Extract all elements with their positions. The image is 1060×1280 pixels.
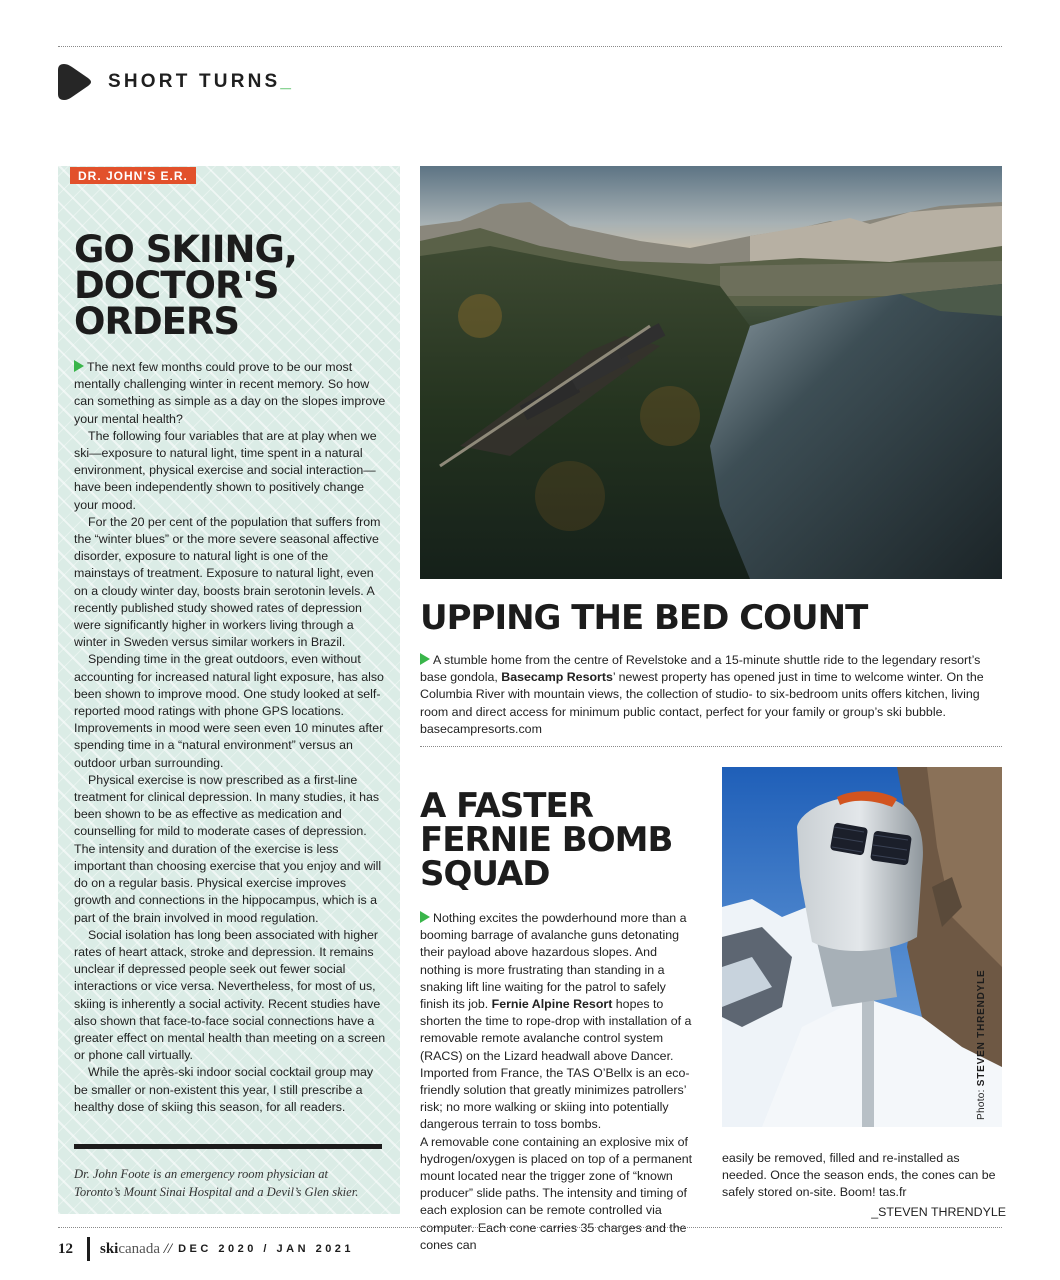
sidebar-article bbox=[58, 166, 400, 1214]
top-divider bbox=[58, 46, 1002, 47]
sidebar-paragraph: The following four variables that are at play when we ski—exposure to natural light, time spent in a natural environment, physical exercise and social interaction—have been independently shown to positively change your mood. bbox=[74, 428, 377, 512]
section-play-icon bbox=[58, 64, 92, 100]
bomb-squad-headline: A FASTER FERNIE BOMB SQUAD bbox=[420, 786, 673, 894]
sidebar-paragraph: While the après-ski indoor social cocktail group may be smaller or non-existent this year, I still prescribe a healthy dose of skiing this season, for all readers. bbox=[74, 1065, 374, 1114]
footer-bar bbox=[87, 1237, 90, 1261]
bed-count-body: A stumble home from the centre of Revelstoke and a 15-minute shuttle ride to the legendary resort’s base gondola, Basecamp Resorts’ newest property has opened just in time to welcome winter. On the Columbia River with mountain views, the collection of studio- to six-bedroom units offers kitchen, living room and direct access for minimum public contact, perfect for your family or group’s ski bubble. basecampresorts.com bbox=[420, 653, 984, 736]
page-footer bbox=[58, 1236, 354, 1262]
sidebar-divider bbox=[74, 1144, 382, 1149]
section-title: SHORT TURNS_ bbox=[108, 71, 295, 92]
bottom-divider bbox=[58, 1227, 1002, 1228]
section-header bbox=[58, 64, 294, 100]
bullet-triangle-icon bbox=[74, 360, 84, 372]
photo-credit: Photo: STEVEN THRENDYLE bbox=[976, 969, 987, 1120]
issue-date: DEC 2020 / JAN 2021 bbox=[178, 1243, 355, 1255]
sidebar-paragraph: For the 20 per cent of the population that suffers from the “winter blues” or the more severe seasonal affective disorder, exposure to natural light is one of the mainstays of treatment. Exposure to natural light, even on a cloudy winter day, boosts brain serotonin levels. A recently published study showed rates of depression were significantly higher in workers living through a winter in Sweden versus similar workers in Brazil. bbox=[74, 514, 381, 650]
sidebar-paragraph: Social isolation has long been associated with higher rates of heart attack, stroke and depression. It remains unclear if depressed people seek out fewer social interactions or vice versa. Nevertheless, for most of us, skiing is inherently a social activity. Recent studies have also shown that face-to-face social connections have a greater effect on mental health than meeting on a screen or phone call virtually. bbox=[74, 927, 386, 1063]
bullet-triangle-icon bbox=[420, 911, 430, 923]
author-bio: Dr. John Foote is an emergency room physician at Toronto’s Mount Sinai Hospital and a Devil’s Glen skier. bbox=[74, 1167, 359, 1199]
sidebar-paragraph: Physical exercise is now prescribed as a first-line treatment for clinical depression. In many studies, it has been shown to be as effective as medication and counselling for mild to moderate cases of depression. The intensity and duration of the exercise is less important than choosing exercise that you enjoy and will do on a regular basis. Physical exercise improves growth and connections in the hippocampus, which is a part of the brain involved in mood regulation. bbox=[74, 772, 382, 925]
sidebar-body bbox=[74, 359, 386, 1116]
bomb-paragraph: Nothing excites the powderhound more than a booming barrage of avalanche guns detonating their payload above hazardous slopes. And nothing is more frustrating than standing in a snaking lift line waiting for the patrol to safely finish its job. Fernie Alpine Resort hopes to shorten the time to rope-drop with installation of a removable remote avalanche control system (RACS) on the Lizard headwall above Dancer. Imported from France, the TAS O’Bellx is an eco-friendly solution that greatly minimizes patrollers’ risk; no more walking or skiing into potentially dangerous terrain to toss bombs. bbox=[420, 911, 692, 1132]
story-divider bbox=[420, 746, 1002, 747]
bomb-paragraph: easily be removed, filled and re-installed as needed. Once the season ends, the cones can be safely stored on-site. Boom! tas.fr bbox=[722, 1151, 996, 1200]
page-number: 12 bbox=[58, 1240, 73, 1257]
sidebar-paragraph: The next few months could prove to be our most mentally challenging winter in recent memory. So how can something as simple as a day on the slopes improve your mental health? bbox=[74, 360, 386, 426]
sidebar-paragraph: Spending time in the great outdoors, even without accounting for increased natural light exposure, has also been shown to improve mood. One study looked at self-reported mood ratings with phone GPS locations. Improvements in mood were seen even 10 minutes after spending time in a “natural environment” versus an outdoor urban surrounding. bbox=[74, 652, 384, 770]
bullet-triangle-icon bbox=[420, 653, 430, 665]
sidebar-headline: GO SKIING, DOCTOR'S ORDERS bbox=[74, 228, 297, 343]
sidebar-kicker: DR. JOHN'S E.R. bbox=[70, 167, 196, 184]
magazine-brand: skicanada // bbox=[100, 1240, 173, 1257]
byline: _STEVEN THRENDYLE bbox=[871, 1204, 1006, 1219]
bomb-squad-body-continued bbox=[722, 1150, 1006, 1221]
bomb-squad-body bbox=[420, 910, 696, 1254]
basecamp-aerial-photo bbox=[420, 166, 1002, 579]
bed-count-headline: UPPING THE BED COUNT bbox=[420, 598, 868, 638]
avalanche-cone-photo bbox=[722, 767, 1002, 1127]
bomb-paragraph: A removable cone containing an explosive mix of hydrogen/oxygen is placed on top of a permanent mount located near the trigger zone of “known producer” slide paths. The intensity and timing of each explosion can be remote controlled via computer. Each cone carries 35 charges and the cones can bbox=[420, 1134, 693, 1252]
